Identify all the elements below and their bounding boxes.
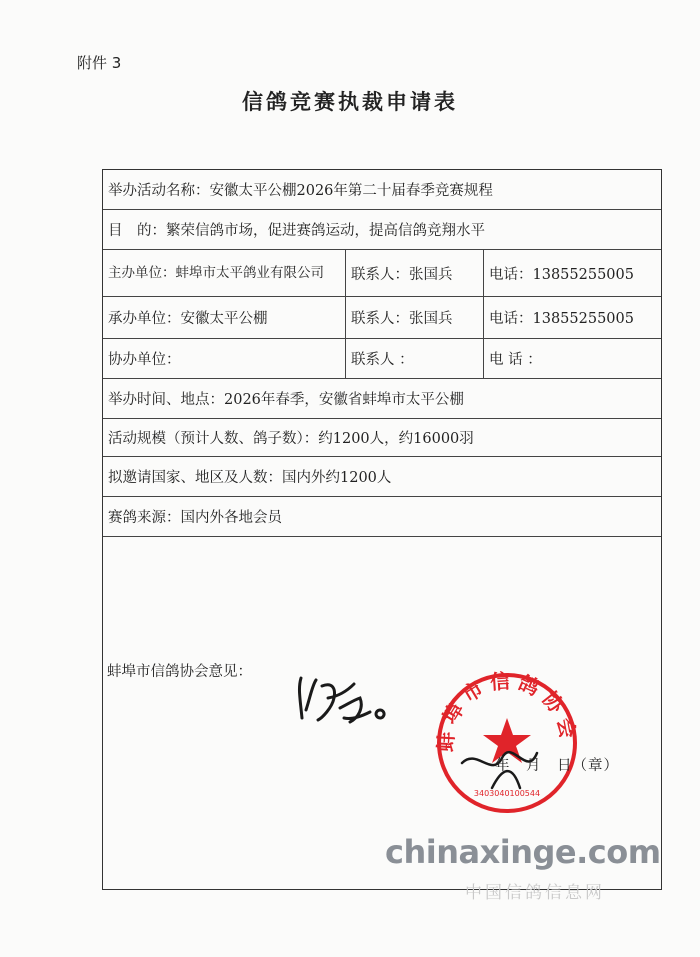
row-invited [103,457,661,497]
row-activity-name [103,170,661,210]
association-seal-stamp [432,668,582,818]
date-and-seal-line: 年 月 日（章） [495,758,619,774]
handwritten-signature [292,668,407,728]
organizer-phone: 电话：13855255005 [489,266,634,283]
form-title: 信鸽竞赛执裁申请表 [242,89,458,114]
row-scale [103,419,661,457]
activity-name-cell: 举办活动名称：安徽太平公棚2026年第二十届春季竞赛规程 [108,183,493,199]
row-organizer [103,250,661,297]
co-organizer-cell: 协办单位： [108,352,181,368]
seal-code: 3403040100544 [473,789,541,798]
organizer-contact: 联系人：张国兵 [351,266,453,283]
association-opinion-label: 蚌埠市信鸽协会意见： [107,664,252,680]
pigeon-source-cell: 赛鸽来源：国内外各地会员 [108,510,282,526]
watermark-site-name: 中国信鸽信息网 [465,883,605,903]
purpose-cell: 目 的：繁荣信鸽市场，促进赛鸽运动，提高信鸽竞翔水平 [108,223,485,239]
host-phone: 电话：13855255005 [489,311,634,327]
row-time-place [103,379,661,419]
organizer-cell: 主办单位：蚌埠市太平鸽业有限公司 [108,264,324,281]
row-host [103,297,661,339]
scale-cell: 活动规模（预计人数、鸽子数）：约1200人，约16000羽 [108,431,474,447]
watermark-url: chinaxinge.com [385,833,661,871]
row-co-organizer [103,339,661,379]
attachment-label: 附件 3 [77,54,122,72]
host-contact: 联系人：张国兵 [351,311,453,327]
invited-cell: 拟邀请国家、地区及人数：国内外约1200人 [108,470,392,486]
co-organizer-phone: 电 话 ： [489,352,542,368]
row-pigeon-source [103,497,661,537]
co-organizer-contact: 联系人 ： [351,352,414,368]
time-place-cell: 举办时间、地点：2026年春季，安徽省蚌埠市太平公棚 [108,392,464,408]
row-purpose [103,210,661,250]
host-cell: 承办单位：安徽太平公棚 [108,311,268,327]
seal-text: 蚌埠市信鸽协会 [433,668,582,753]
